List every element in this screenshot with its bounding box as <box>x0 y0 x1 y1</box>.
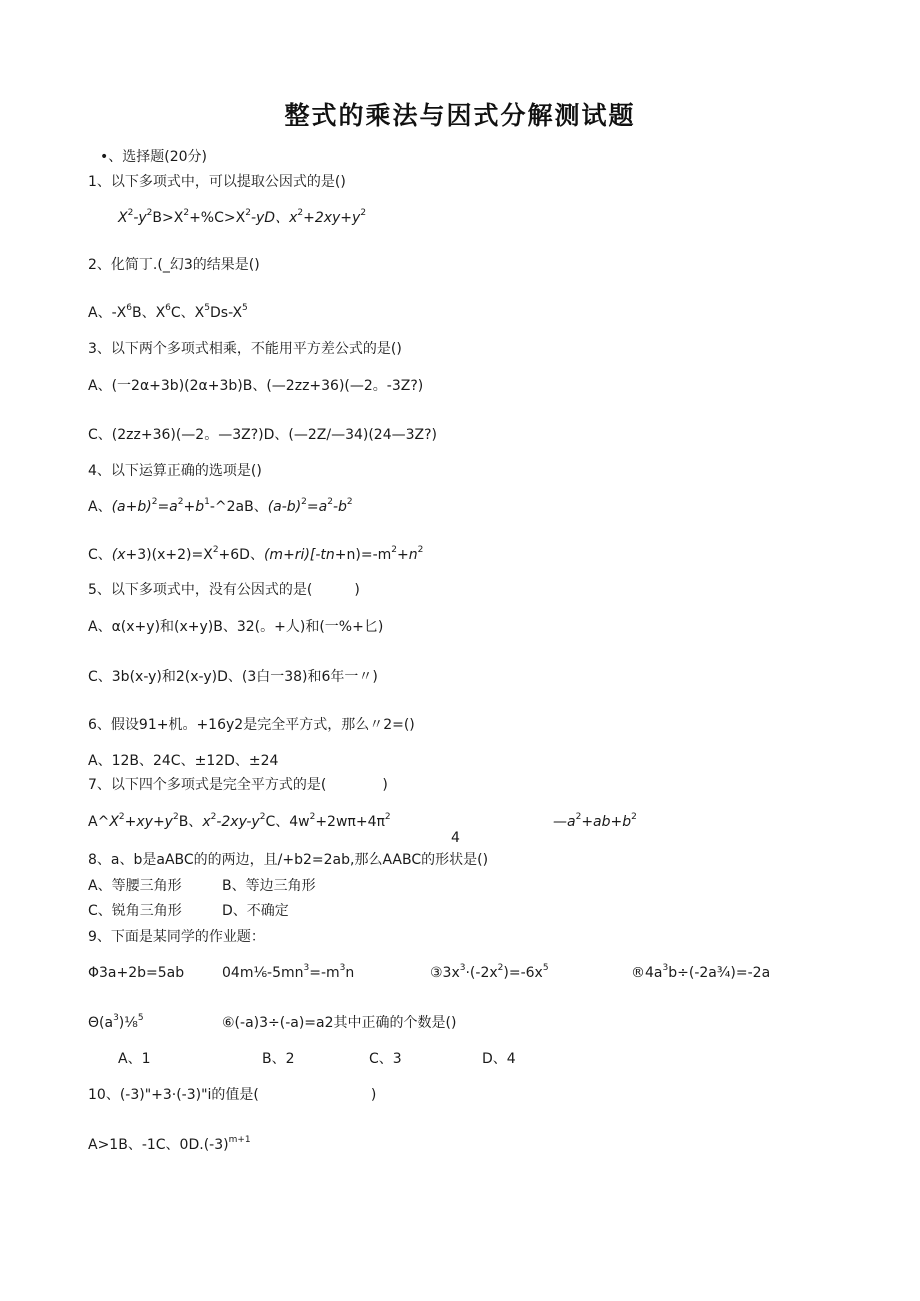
question-9-item-6: ⑥(-a)3÷(-a)=a2其中正确的个数是() <box>222 1015 457 1031</box>
question-4-options-ab: A、$(a+b)^2=a^2+b^1-\^{}2aB$、$(a-b)^2=a^2-b^2$ <box>88 497 353 515</box>
question-1-options: $X^2-y^2B>X^2+\%C>X^2-yD$、$x^2+2xy+y^2$ <box>118 208 367 226</box>
page-title: 整式的乘法与因式分解测试题 <box>284 101 636 130</box>
question-9-stem: 9、下面是某同学的作业题： <box>88 929 265 945</box>
question-3-options-ab: A、(一2α+3b)(2α+3b)B、(—2zz+36)(—2。-3Z?) <box>88 378 424 394</box>
question-9-item-3: $③3x^3\cdot(-2x^2)=-6x^5$ <box>430 963 549 981</box>
question-4-stem: 4、以下运算正确的选项是() <box>88 463 262 479</box>
question-8-option-a: A、等腰三角形 <box>88 878 182 894</box>
question-9-option-d: D、4 <box>482 1051 516 1067</box>
question-6-options: A、12B、24C、±12D、±24 <box>88 753 279 769</box>
question-9-item-5: $\Theta(a^3)\frac{1}{8}^5$ <box>88 1013 144 1031</box>
question-5-options-ab: A、α(x+y)和(x+y)B、32(。+人)和(一%+匕) <box>88 619 384 635</box>
question-3-options-cd: C、(2zz+36)(—2。—3Z?)D、(—2Z/—34)(24—3Z?) <box>88 427 438 443</box>
question-9-item-2: $04m\frac{1}{6}-5mn^3=-m^3n$ <box>222 963 355 981</box>
question-2-stem: 2、化简丁.(_幻3的结果是() <box>88 257 260 273</box>
question-5-options-cd: C、3b(x-y)和2(x-y)D、(3白一38)和6年一〃) <box>88 669 378 685</box>
question-9-option-b: B、2 <box>262 1051 295 1067</box>
question-9-option-a: A、1 <box>118 1051 151 1067</box>
question-7-options-left: $A\^{}X^2+xy+y^2B$、$x^2-2xy-y^2C$、$4w^2+2w\pi+4\pi^2$ <box>88 812 391 830</box>
question-8-option-b: B、等边三角形 <box>222 878 316 894</box>
question-6-stem: 6、假设91+机。+16y2是完全平方式，那么〃2=() <box>88 717 415 733</box>
question-5-stem: 5、以下多项式中，没有公因式的是( ) <box>88 582 360 598</box>
question-4-options-cd: C、$(x+3)(x+2)=X^2+6D$、$(m+ri)[-tn+n)=-m^2+n^2$ <box>88 545 424 563</box>
question-8-option-d: D、不确定 <box>222 903 289 919</box>
fraction-denominator: 4 <box>451 830 460 846</box>
question-7-option-d: $—a^2+ab+b^2$ <box>553 812 637 830</box>
question-10-stem: 10、(-3)"+3·(-3)"i的值是( ) <box>88 1087 377 1103</box>
question-3-stem: 3、以下两个多项式相乘，不能用平方差公式的是() <box>88 341 402 357</box>
question-8-stem: 8、a、b是aABC的的两边，且/+b2=2ab,那么AABC的形状是() <box>88 852 489 868</box>
question-1-stem: 1、以下多项式中，可以提取公因式的是() <box>88 174 346 190</box>
question-8-option-c: C、锐角三角形 <box>88 903 182 919</box>
question-9-option-c: C、3 <box>369 1051 402 1067</box>
section-heading: •、选择题(20分) <box>100 149 207 165</box>
question-9-item-1: Φ3a+2b=5ab <box>88 965 185 981</box>
question-2-options: A、$-X^6B$、$X^6C$、$X^5Ds-X^5$ <box>88 303 248 321</box>
question-7-stem: 7、以下四个多项式是完全平方式的是( ) <box>88 777 388 793</box>
question-9-item-4: $®4a^3b\div(-2a\frac{3}{4})=-2a$ <box>631 963 771 981</box>
question-10-options: A>1B、-1C、$0D.(-3)^{m+1}$ <box>88 1135 251 1153</box>
